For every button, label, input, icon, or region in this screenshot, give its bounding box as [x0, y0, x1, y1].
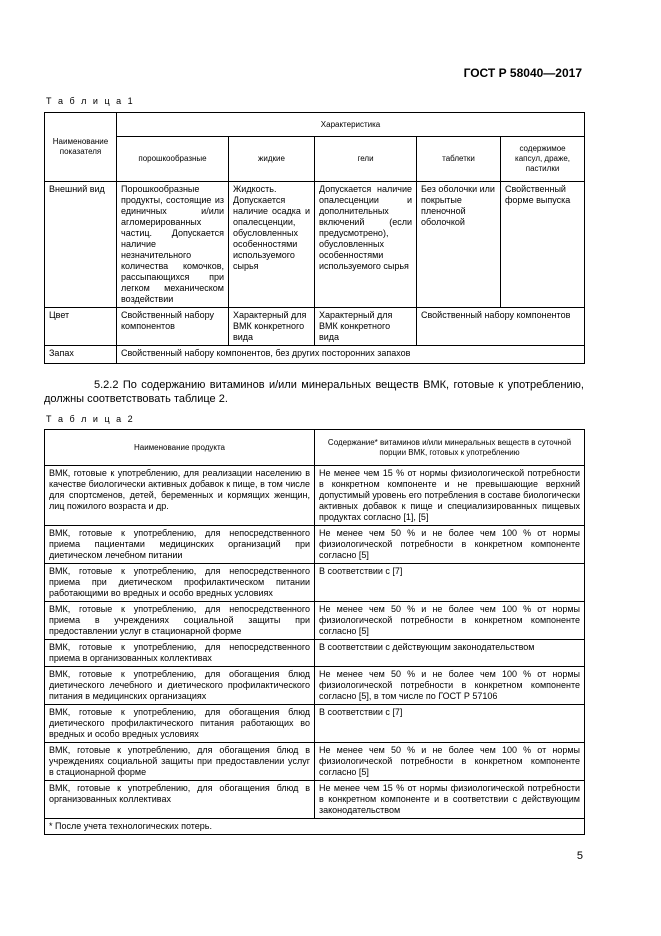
table1-cell: Жидкость. Допускается наличие осадка и опалесценции, обусловленных особенностями используемого сырья [229, 182, 315, 308]
table-row [45, 602, 585, 640]
content-norm: В соответствии с [7] [315, 564, 585, 602]
table-1 [44, 112, 585, 364]
table1-cell: Порошкообразные продукты, состоящие из единичных и/или агломерированных частиц. Допускается наличие незначительного количества комочков, рассыпающихся при легком механическом воздействии [117, 182, 229, 308]
product-name: ВМК, готовые к употреблению, для непосредственного приема в учреждениях социальной защиты при предоставлении услуг в стационарной форме [45, 602, 315, 640]
table-row [45, 466, 585, 526]
content-norm: Не менее чем 15 % от нормы физиологической потребности в конкретном компоненте и не превышающие верхний допустимый уровень его потребления в составе биологически активных добавок к пище и специализированных пищевых продуктах согласно [1], [5] [315, 466, 585, 526]
table2-col1-header: Наименование продукта [45, 430, 315, 466]
content-norm: Не менее чем 50 % и не более чем 100 % от нормы физиологической потребности в конкретном компоненте согласно [5], в том числе по ГОСТ Р 57106 [315, 667, 585, 705]
table2-footnote: * После учета технологических потерь. [45, 819, 585, 835]
table2-col2-header: Содержание* витаминов и/или минеральных веществ в суточной порции ВМК, готовых к употреблению [315, 430, 585, 466]
table1-cell: Свойственный набору компонентов [117, 308, 229, 346]
table1-caption: Т а б л и ц а 1 [46, 96, 135, 106]
table1-row-name: Внешний вид [45, 182, 117, 308]
product-name: ВМК, готовые к употреблению, для обогащения блюд диетического лечебного и диетического профилактического питания в медицинских организациях [45, 667, 315, 705]
table2-caption: Т а б л и ц а 2 [46, 414, 135, 424]
table-row [45, 667, 585, 705]
table1-cell: Свойственный форме выпуска [501, 182, 585, 308]
table-row [45, 743, 585, 781]
table1-cell: Свойственный набору компонентов [417, 308, 585, 346]
paragraph-5-2-2: 5.2.2 По содержанию витаминов и/или минеральных веществ ВМК, готовые к употреблению, должны соответствовать таблице 2. [44, 379, 584, 405]
content-norm: Не менее чем 50 % и не более чем 100 % от нормы физиологической потребности в конкретном компоненте согласно [5] [315, 526, 585, 564]
table-row [45, 640, 585, 667]
table1-cell: Без оболочки или покрытые пленочной оболочкой [417, 182, 501, 308]
table1-col-header: таблетки [417, 137, 501, 182]
product-name: ВМК, готовые к употреблению, для обогащения блюд в учреждениях социальной защиты при предоставлении услуг в стационарной форме [45, 743, 315, 781]
table1-col-header: содержимое капсул, драже, пастилки [501, 137, 585, 182]
table1-group-header: Характеристика [117, 113, 585, 137]
page-number: 5 [576, 850, 583, 862]
table1-col-header: жидкие [229, 137, 315, 182]
table1-cell: Допускается наличие опалесценции и дополнительных включений (если предусмотрено), обусловленных особенностями используемого сырья [315, 182, 417, 308]
content-norm: Не менее чем 15 % от нормы физиологической потребности в конкретном компоненте и в соответствии с действующим законодательством [315, 781, 585, 819]
content-norm: В соответствии с [7] [315, 705, 585, 743]
table-2 [44, 429, 585, 835]
table1-cell: Характерный для ВМК конкретного вида [315, 308, 417, 346]
table1-col-header: гели [315, 137, 417, 182]
content-norm: Не менее чем 50 % и не более чем 100 % от нормы физиологической потребности в конкретном компоненте согласно [5] [315, 602, 585, 640]
table-row [45, 781, 585, 819]
document-code: ГОСТ Р 58040—2017 [463, 66, 582, 80]
table1-cell: Свойственный набору компонентов, без других посторонних запахов [117, 346, 585, 364]
table1-col-header: порошкообразные [117, 137, 229, 182]
table-row [45, 705, 585, 743]
product-name: ВМК, готовые к употреблению, для непосредственного приема при диетическом профилактическом питании работающими во вредных и особо вредных условиях [45, 564, 315, 602]
product-name: ВМК, готовые к употреблению, для непосредственного приема в организованных коллективах [45, 640, 315, 667]
table1-name-header: Наименование показателя [45, 113, 117, 182]
table-row [45, 564, 585, 602]
product-name: ВМК, готовые к употреблению, для обогащения блюд в организованных коллективах [45, 781, 315, 819]
content-norm: Не менее чем 50 % и не более чем 100 % от нормы физиологической потребности в конкретном компоненте согласно [5] [315, 743, 585, 781]
table1-row-name: Запах [45, 346, 117, 364]
product-name: ВМК, готовые к употреблению, для обогащения блюд диетического профилактического питания работающих во вредных и особо вредных условиях [45, 705, 315, 743]
product-name: ВМК, готовые к употреблению, для непосредственного приема пациентами медицинских организаций при диетическом лечебном питании [45, 526, 315, 564]
table-row [45, 526, 585, 564]
table1-cell: Характерный для ВМК конкретного вида [229, 308, 315, 346]
content-norm: В соответствии с действующим законодательством [315, 640, 585, 667]
product-name: ВМК, готовые к употреблению, для реализации населению в качестве биологически активных добавок к пище, в том числе для спортсменов, детей, беременных и кормящих женщин, лиц пожилого возраста и др. [45, 466, 315, 526]
table1-row-name: Цвет [45, 308, 117, 346]
